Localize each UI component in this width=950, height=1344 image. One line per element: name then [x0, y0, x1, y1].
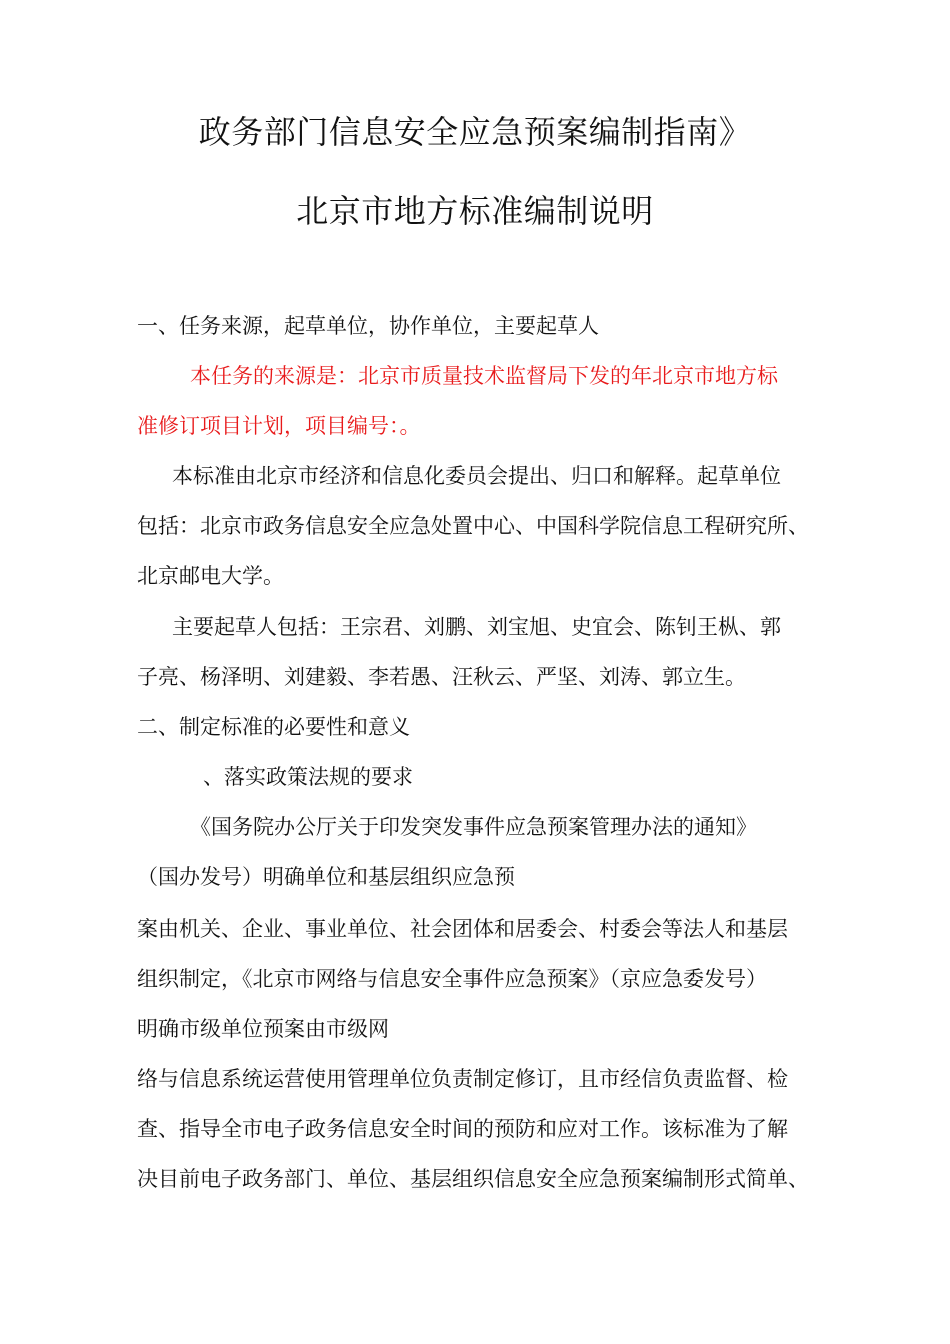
paragraph-line: 络与信息系统运营使用管理单位负责制定修订，且市经信负责监督、检 [137, 1067, 788, 1091]
document-title: 政务部门信息安全应急预案编制指南》 [198, 113, 752, 151]
paragraph-line: 本标准由北京市经济和信息化委员会提出、归口和解释。起草单位 [172, 464, 781, 488]
paragraph-line: 《国务院办公厅关于印发突发事件应急预案管理办法的通知》 [190, 815, 757, 839]
paragraph-line: 查、指导全市电子政务信息安全时间的预防和应对工作。该标准为了解 [137, 1117, 788, 1141]
paragraph-line: （国办发号）明确单位和基层组织应急预 [137, 865, 515, 889]
paragraph-line-highlighted: 准修订项目计划，项目编号：。 [137, 414, 421, 438]
paragraph-line: 子亮、杨泽明、刘建毅、李若愚、汪秋云、严坚、刘涛、郭立生。 [137, 665, 746, 689]
paragraph-line: 案由机关、企业、事业单位、社会团体和居委会、村委会等法人和基层 [137, 917, 788, 941]
section-heading-2: 二、制定标准的必要性和意义 [137, 715, 410, 739]
paragraph-line: 包括：北京市政务信息安全应急处置中心、中国科学院信息工程研究所、 [137, 514, 809, 538]
document-subtitle: 北京市地方标准编制说明 [296, 192, 654, 230]
paragraph-line-highlighted: 本任务的来源是：北京市质量技术监督局下发的年北京市地方标 [190, 364, 778, 388]
paragraph-line: 北京邮电大学。 [137, 564, 284, 588]
paragraph-line: 组织制定，《北京市网络与信息安全事件应急预案》（京应急委发号） [137, 967, 767, 991]
paragraph-line: 决目前电子政务部门、单位、基层组织信息安全应急预案编制形式简单、 [137, 1167, 809, 1191]
section-heading-1: 一、任务来源，起草单位，协作单位，主要起草人 [137, 314, 599, 338]
subsection-heading: 、落实政策法规的要求 [203, 765, 413, 789]
paragraph-line: 主要起草人包括：王宗君、刘鹏、刘宝旭、史宜会、陈钊王枞、郭 [172, 615, 781, 639]
paragraph-line: 明确市级单位预案由市级网 [137, 1017, 389, 1041]
